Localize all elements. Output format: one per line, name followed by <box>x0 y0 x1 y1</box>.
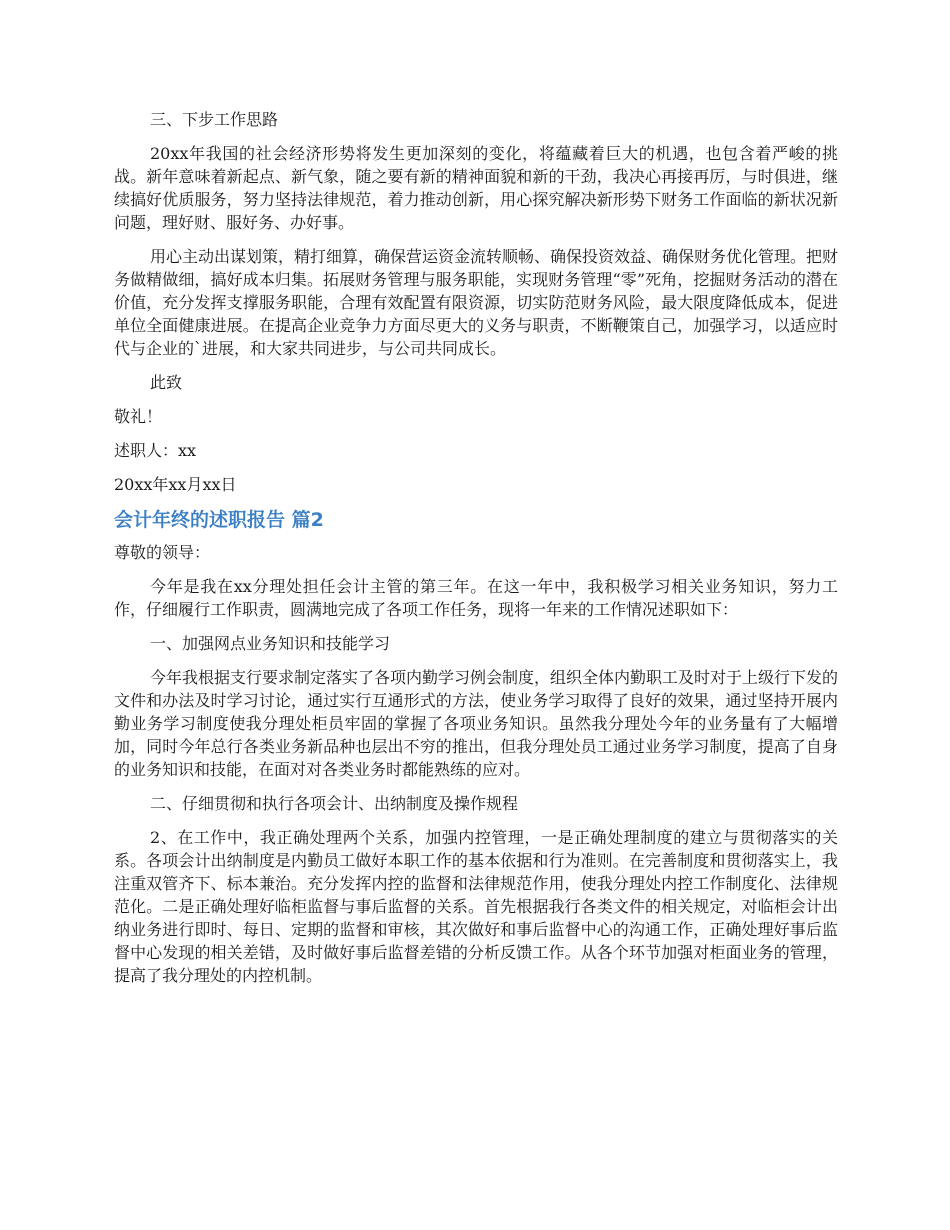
salutation: 敬礼！ <box>114 407 163 426</box>
paragraph-intro: 今年是我在xx分理处担任会计主管的第三年。在这一年中，我积极学习相关业务知识，努力工作，仔细履行工作职责，圆满地完成了各项工作任务，现将一年来的工作情况述职如下： <box>114 577 838 619</box>
section-heading-next-steps: 三、下步工作思路 <box>150 110 279 129</box>
greeting-line: 尊敬的领导： <box>114 543 211 562</box>
paragraph-learning: 今年我根据支行要求制定落实了各项内勤学习例会制度，组织全体内勤职工及时对于上级行下发的文件和办法及时学习讨论，通过实行互通形式的方法，使业务学习取得了良好的效果，通过坚持开展内勤业务学习制度使我分理处柜员牢固的掌握了各项业务知识。虽然我分理处今年的业务量有了大幅增加，同时今年总行各类业务新品种也层出不穷的推出，但我分理处员工通过业务学习制度，提高了自身的业务知识和技能，在面对对各类业务时都能熟练的应对。 <box>114 668 839 779</box>
paragraph-regulations: 2、在工作中，我正确处理两个关系，加强内控管理，一是正确处理制度的建立与贯彻落实的关系。各项会计出纳制度是内勤员工做好本职工作的基本依据和行为准则。在完善制度和贯彻落实上，我注重双管齐下、标本兼治。充分发挥内控的监督和法律规范作用，使我分理处内控工作制度化、法律规范化。二是正确处理好临柜监督与事后监督的关系。首先根据我行各类文件的相关规定，对临柜会计出纳业务进行即时、每日、定期的监督和审核，其次做好和事后监督中心的沟通工作，正确处理好事后监督中心发现的相关差错，及时做好事后监督差错的分析反馈工作。从各个环节加强对柜面业务的管理，提高了我分理处的内控机制。 <box>114 828 838 985</box>
article-title: 会计年终的述职报告 篇2 <box>114 509 324 531</box>
reporter-line: 述职人：xx <box>114 441 197 460</box>
closing-phrase: 此致 <box>150 373 183 392</box>
document-page <box>114 108 838 998</box>
paragraph-outlook: 20xx年我国的社会经济形势将发生更加深刻的变化，将蕴藏着巨大的机遇，也包含着严峻的挑战。新年意味着新起点、新气象，随之要有新的精神面貌和新的干劲，我决心再接再厉，与时俱进，继续搞好优质服务，努力坚持法律规范，着力推动创新，用心探究解决新形势下财务工作面临的新状况新问题，理好财、服好务、办好事。 <box>114 144 838 232</box>
date-line: 20xx年xx月xx日 <box>114 475 237 494</box>
paragraph-plans: 用心主动出谋划策，精打细算，确保营运资金流转顺畅、确保投资效益、确保财务优化管理。把财务做精做细，搞好成本归集。拓展财务管理与服务职能，实现财务管理“零”死角，挖掘财务活动的潜在价值，充分发挥支撑服务职能，合理有效配置有限资源，切实防范财务风险，最大限度降低成本，促进单位全面健康进展。在提高企业竞争力方面尽更大的义务与职责，不断鞭策自己，加强学习，以适应时代与企业的`进展，和大家共同进步，与公司共同成长。 <box>114 247 839 358</box>
section-heading-learning: 一、加强网点业务知识和技能学习 <box>150 634 391 653</box>
section-heading-regulations: 二、仔细贯彻和执行各项会计、出纳制度及操作规程 <box>150 794 519 813</box>
